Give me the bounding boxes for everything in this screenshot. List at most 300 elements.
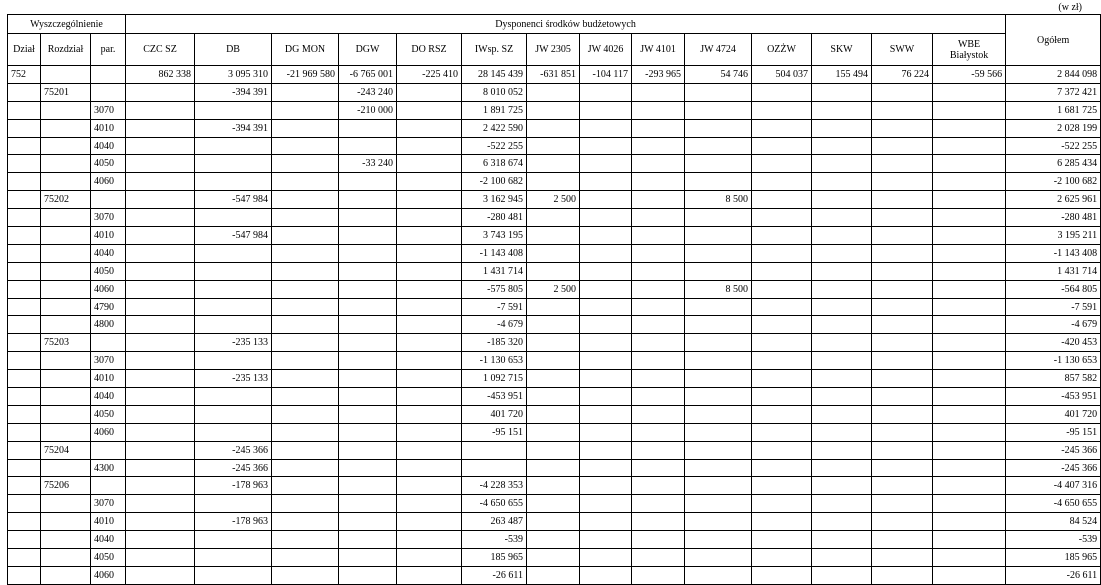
cell-value	[752, 227, 812, 245]
table-row	[8, 83, 1101, 101]
cell-value	[752, 173, 812, 191]
table-row	[8, 155, 1101, 173]
cell-value	[272, 119, 339, 137]
table-row	[8, 173, 1101, 191]
cell-dzial	[8, 83, 41, 101]
cell-value	[195, 316, 272, 334]
cell-value	[580, 155, 632, 173]
table-row	[8, 316, 1101, 334]
cell-value	[632, 495, 685, 513]
cell-par	[91, 83, 126, 101]
cell-value	[685, 405, 752, 423]
cell-value	[933, 531, 1006, 549]
cell-value	[872, 155, 933, 173]
cell-value	[632, 352, 685, 370]
cell-value	[752, 405, 812, 423]
cell-value	[527, 405, 580, 423]
cell-total: 1 681 725	[1006, 101, 1101, 119]
table-row	[8, 191, 1101, 209]
cell-rozdzial: 75201	[41, 83, 91, 101]
cell-value	[632, 549, 685, 567]
cell-rozdzial	[41, 227, 91, 245]
cell-rozdzial: 75203	[41, 334, 91, 352]
cell-par: 4050	[91, 155, 126, 173]
cell-value	[580, 119, 632, 137]
cell-rozdzial	[41, 137, 91, 155]
cell-value	[272, 262, 339, 280]
cell-value	[812, 209, 872, 227]
cell-value	[580, 191, 632, 209]
cell-value: -235 133	[195, 334, 272, 352]
cell-value	[812, 477, 872, 495]
table-row	[8, 298, 1101, 316]
column-header-par: par.	[91, 34, 126, 66]
cell-value	[933, 316, 1006, 334]
cell-value	[397, 441, 462, 459]
cell-value	[195, 101, 272, 119]
cell-value	[126, 352, 195, 370]
cell-value	[872, 459, 933, 477]
cell-value	[527, 566, 580, 584]
cell-value	[126, 83, 195, 101]
cell-value	[527, 459, 580, 477]
cell-total: -2 100 682	[1006, 173, 1101, 191]
cell-value	[527, 370, 580, 388]
table-row	[8, 477, 1101, 495]
cell-value	[195, 352, 272, 370]
cell-value	[632, 334, 685, 352]
cell-total: -564 805	[1006, 280, 1101, 298]
column-header-jw-2305: JW 2305	[527, 34, 580, 66]
cell-value	[195, 423, 272, 441]
cell-value	[339, 549, 397, 567]
cell-dzial	[8, 531, 41, 549]
cell-value	[339, 495, 397, 513]
cell-value	[397, 83, 462, 101]
cell-value	[397, 191, 462, 209]
cell-value	[195, 495, 272, 513]
cell-value	[872, 513, 933, 531]
cell-value	[126, 405, 195, 423]
cell-total: 185 965	[1006, 549, 1101, 567]
cell-value	[632, 298, 685, 316]
cell-rozdzial	[41, 244, 91, 262]
cell-value: -4 228 353	[462, 477, 527, 495]
cell-dzial	[8, 423, 41, 441]
cell-value	[933, 280, 1006, 298]
cell-value	[126, 209, 195, 227]
cell-dzial	[8, 388, 41, 406]
cell-value	[933, 352, 1006, 370]
cell-value	[195, 280, 272, 298]
column-header-dg-mon: DG MON	[272, 34, 339, 66]
cell-par	[91, 66, 126, 84]
table-row	[8, 101, 1101, 119]
cell-rozdzial	[41, 316, 91, 334]
budget-table	[7, 14, 1101, 585]
cell-value	[933, 513, 1006, 531]
cell-dzial	[8, 513, 41, 531]
cell-value	[126, 549, 195, 567]
cell-value	[339, 173, 397, 191]
cell-value	[933, 566, 1006, 584]
cell-value	[632, 459, 685, 477]
cell-par: 3070	[91, 495, 126, 513]
cell-value: -243 240	[339, 83, 397, 101]
cell-value	[527, 441, 580, 459]
cell-value	[752, 119, 812, 137]
cell-value	[812, 262, 872, 280]
cell-value: -235 133	[195, 370, 272, 388]
cell-rozdzial	[41, 262, 91, 280]
cell-value	[632, 316, 685, 334]
cell-value	[339, 405, 397, 423]
cell-value	[812, 155, 872, 173]
cell-value: 8 010 052	[462, 83, 527, 101]
cell-value	[632, 513, 685, 531]
cell-value	[339, 209, 397, 227]
cell-value	[812, 423, 872, 441]
cell-value	[752, 101, 812, 119]
cell-value	[752, 316, 812, 334]
cell-value: 8 500	[685, 280, 752, 298]
cell-dzial	[8, 334, 41, 352]
cell-value	[933, 334, 1006, 352]
cell-value	[195, 137, 272, 155]
cell-dzial	[8, 280, 41, 298]
cell-value	[272, 298, 339, 316]
cell-value	[685, 244, 752, 262]
cell-value	[397, 459, 462, 477]
cell-value	[195, 531, 272, 549]
cell-value	[527, 244, 580, 262]
cell-rozdzial	[41, 388, 91, 406]
cell-rozdzial	[41, 405, 91, 423]
cell-value	[685, 262, 752, 280]
column-header-dzial: Dział	[8, 34, 41, 66]
cell-value	[933, 262, 1006, 280]
table-row	[8, 459, 1101, 477]
cell-value	[580, 477, 632, 495]
cell-value	[272, 209, 339, 227]
cell-value	[397, 227, 462, 245]
cell-value	[812, 83, 872, 101]
cell-value	[339, 531, 397, 549]
cell-value	[272, 191, 339, 209]
cell-value	[580, 280, 632, 298]
cell-par: 4040	[91, 137, 126, 155]
cell-value: -245 366	[195, 441, 272, 459]
cell-value: 54 746	[685, 66, 752, 84]
cell-value	[126, 137, 195, 155]
cell-dzial	[8, 316, 41, 334]
cell-rozdzial	[41, 66, 91, 84]
cell-value	[632, 566, 685, 584]
cell-value	[527, 137, 580, 155]
cell-value	[685, 513, 752, 531]
cell-value	[632, 531, 685, 549]
cell-value	[195, 173, 272, 191]
cell-dzial	[8, 244, 41, 262]
cell-value	[580, 137, 632, 155]
cell-value: 185 965	[462, 549, 527, 567]
cell-value	[632, 101, 685, 119]
cell-value	[632, 119, 685, 137]
cell-value	[872, 119, 933, 137]
cell-value: -178 963	[195, 477, 272, 495]
cell-value	[397, 531, 462, 549]
cell-value	[632, 137, 685, 155]
cell-value	[685, 566, 752, 584]
cell-value	[752, 155, 812, 173]
cell-total: 6 285 434	[1006, 155, 1101, 173]
cell-dzial	[8, 370, 41, 388]
cell-dzial	[8, 495, 41, 513]
cell-value	[632, 244, 685, 262]
cell-dzial	[8, 209, 41, 227]
cell-value	[397, 495, 462, 513]
cell-value	[126, 101, 195, 119]
cell-total: 401 720	[1006, 405, 1101, 423]
cell-value	[126, 173, 195, 191]
cell-value	[685, 441, 752, 459]
cell-dzial	[8, 477, 41, 495]
cell-value	[752, 459, 812, 477]
table-row	[8, 137, 1101, 155]
cell-value	[933, 441, 1006, 459]
cell-total: 84 524	[1006, 513, 1101, 531]
cell-value: -245 366	[195, 459, 272, 477]
cell-total: -280 481	[1006, 209, 1101, 227]
cell-value	[397, 352, 462, 370]
cell-total: -420 453	[1006, 334, 1101, 352]
cell-par: 4050	[91, 405, 126, 423]
cell-value: -7 591	[462, 298, 527, 316]
cell-value	[580, 531, 632, 549]
cell-value	[752, 477, 812, 495]
cell-value	[685, 209, 752, 227]
cell-par: 4060	[91, 173, 126, 191]
cell-value: -33 240	[339, 155, 397, 173]
cell-value	[339, 137, 397, 155]
cell-par: 4800	[91, 316, 126, 334]
cell-value	[933, 405, 1006, 423]
cell-value	[339, 244, 397, 262]
cell-value	[195, 262, 272, 280]
cell-value	[195, 566, 272, 584]
cell-value	[527, 549, 580, 567]
cell-value	[685, 227, 752, 245]
cell-rozdzial	[41, 513, 91, 531]
cell-dzial	[8, 405, 41, 423]
column-header-jw-4101: JW 4101	[632, 34, 685, 66]
cell-value	[685, 334, 752, 352]
cell-value: -575 805	[462, 280, 527, 298]
cell-value	[752, 423, 812, 441]
cell-total: -1 143 408	[1006, 244, 1101, 262]
cell-value: -178 963	[195, 513, 272, 531]
cell-value: -4 650 655	[462, 495, 527, 513]
table-row	[8, 566, 1101, 584]
cell-value	[580, 298, 632, 316]
cell-total: -4 650 655	[1006, 495, 1101, 513]
cell-total: -1 130 653	[1006, 352, 1101, 370]
cell-value	[272, 244, 339, 262]
cell-value	[685, 352, 752, 370]
cell-value	[397, 405, 462, 423]
table-row	[8, 352, 1101, 370]
cell-value	[632, 423, 685, 441]
cell-value	[752, 244, 812, 262]
cell-value	[933, 459, 1006, 477]
cell-value	[462, 459, 527, 477]
column-header-jw-4724: JW 4724	[685, 34, 752, 66]
cell-value	[527, 227, 580, 245]
cell-par	[91, 191, 126, 209]
cell-value: 401 720	[462, 405, 527, 423]
cell-value	[872, 531, 933, 549]
cell-value	[872, 262, 933, 280]
cell-value: -1 143 408	[462, 244, 527, 262]
cell-total: -26 611	[1006, 566, 1101, 584]
cell-value	[397, 119, 462, 137]
cell-dzial	[8, 227, 41, 245]
cell-value	[872, 316, 933, 334]
cell-value	[580, 316, 632, 334]
cell-value	[580, 405, 632, 423]
cell-value	[580, 173, 632, 191]
cell-value	[812, 119, 872, 137]
cell-value	[933, 244, 1006, 262]
cell-value	[272, 334, 339, 352]
cell-rozdzial	[41, 298, 91, 316]
cell-value: -59 566	[933, 66, 1006, 84]
cell-value	[527, 388, 580, 406]
cell-value: -6 765 001	[339, 66, 397, 84]
table-row	[8, 66, 1101, 84]
cell-value	[872, 549, 933, 567]
cell-value	[752, 513, 812, 531]
cell-par: 4040	[91, 531, 126, 549]
cell-rozdzial	[41, 119, 91, 137]
cell-value	[872, 477, 933, 495]
cell-value	[812, 513, 872, 531]
cell-value: -453 951	[462, 388, 527, 406]
cell-value	[872, 101, 933, 119]
cell-value	[812, 405, 872, 423]
cell-total: 3 195 211	[1006, 227, 1101, 245]
cell-value	[580, 352, 632, 370]
cell-value	[812, 227, 872, 245]
cell-value	[339, 334, 397, 352]
cell-value	[126, 316, 195, 334]
cell-value	[752, 441, 812, 459]
cell-dzial	[8, 101, 41, 119]
cell-rozdzial: 75202	[41, 191, 91, 209]
cell-value	[685, 298, 752, 316]
cell-value	[632, 280, 685, 298]
column-header-sww: SWW	[872, 34, 933, 66]
cell-value	[933, 83, 1006, 101]
cell-total: -245 366	[1006, 441, 1101, 459]
cell-value	[272, 155, 339, 173]
cell-value	[580, 101, 632, 119]
cell-par: 3070	[91, 101, 126, 119]
cell-value	[339, 119, 397, 137]
column-header-db: DB	[195, 34, 272, 66]
table-row	[8, 244, 1101, 262]
cell-par: 4060	[91, 566, 126, 584]
cell-value	[126, 495, 195, 513]
cell-value	[397, 209, 462, 227]
cell-value: -522 255	[462, 137, 527, 155]
cell-total: -539	[1006, 531, 1101, 549]
cell-value	[685, 137, 752, 155]
cell-value	[872, 209, 933, 227]
cell-value	[685, 173, 752, 191]
cell-value	[632, 227, 685, 245]
cell-value	[752, 549, 812, 567]
cell-value	[812, 352, 872, 370]
cell-rozdzial	[41, 531, 91, 549]
cell-dzial	[8, 566, 41, 584]
cell-value	[580, 262, 632, 280]
cell-value: -95 151	[462, 423, 527, 441]
cell-value	[872, 370, 933, 388]
cell-value	[933, 370, 1006, 388]
cell-value	[527, 531, 580, 549]
cell-value	[195, 244, 272, 262]
cell-dzial	[8, 155, 41, 173]
cell-value	[632, 83, 685, 101]
cell-par: 4060	[91, 423, 126, 441]
cell-rozdzial	[41, 280, 91, 298]
cell-value	[752, 262, 812, 280]
cell-rozdzial: 75206	[41, 477, 91, 495]
cell-value: 2 422 590	[462, 119, 527, 137]
cell-value	[872, 441, 933, 459]
cell-value	[397, 244, 462, 262]
cell-value	[272, 566, 339, 584]
group-header-wyszczegolnienie: Wyszczególnienie	[8, 15, 126, 34]
cell-value: -2 100 682	[462, 173, 527, 191]
cell-value	[685, 316, 752, 334]
cell-rozdzial	[41, 459, 91, 477]
unit-note: (w zł)	[1058, 2, 1082, 13]
cell-par: 4060	[91, 280, 126, 298]
cell-value	[527, 209, 580, 227]
cell-value	[812, 334, 872, 352]
cell-value: 76 224	[872, 66, 933, 84]
cell-value	[933, 298, 1006, 316]
cell-value: -394 391	[195, 119, 272, 137]
cell-value: -280 481	[462, 209, 527, 227]
cell-value	[527, 155, 580, 173]
cell-total: 2 844 098	[1006, 66, 1101, 84]
cell-value	[933, 119, 1006, 137]
cell-value: 6 318 674	[462, 155, 527, 173]
cell-value	[195, 405, 272, 423]
cell-par: 4050	[91, 549, 126, 567]
table-row	[8, 423, 1101, 441]
cell-value: 2 500	[527, 191, 580, 209]
cell-value	[812, 388, 872, 406]
cell-value	[527, 173, 580, 191]
cell-value: -21 969 580	[272, 66, 339, 84]
cell-total: -4 679	[1006, 316, 1101, 334]
cell-dzial	[8, 298, 41, 316]
table-row	[8, 227, 1101, 245]
